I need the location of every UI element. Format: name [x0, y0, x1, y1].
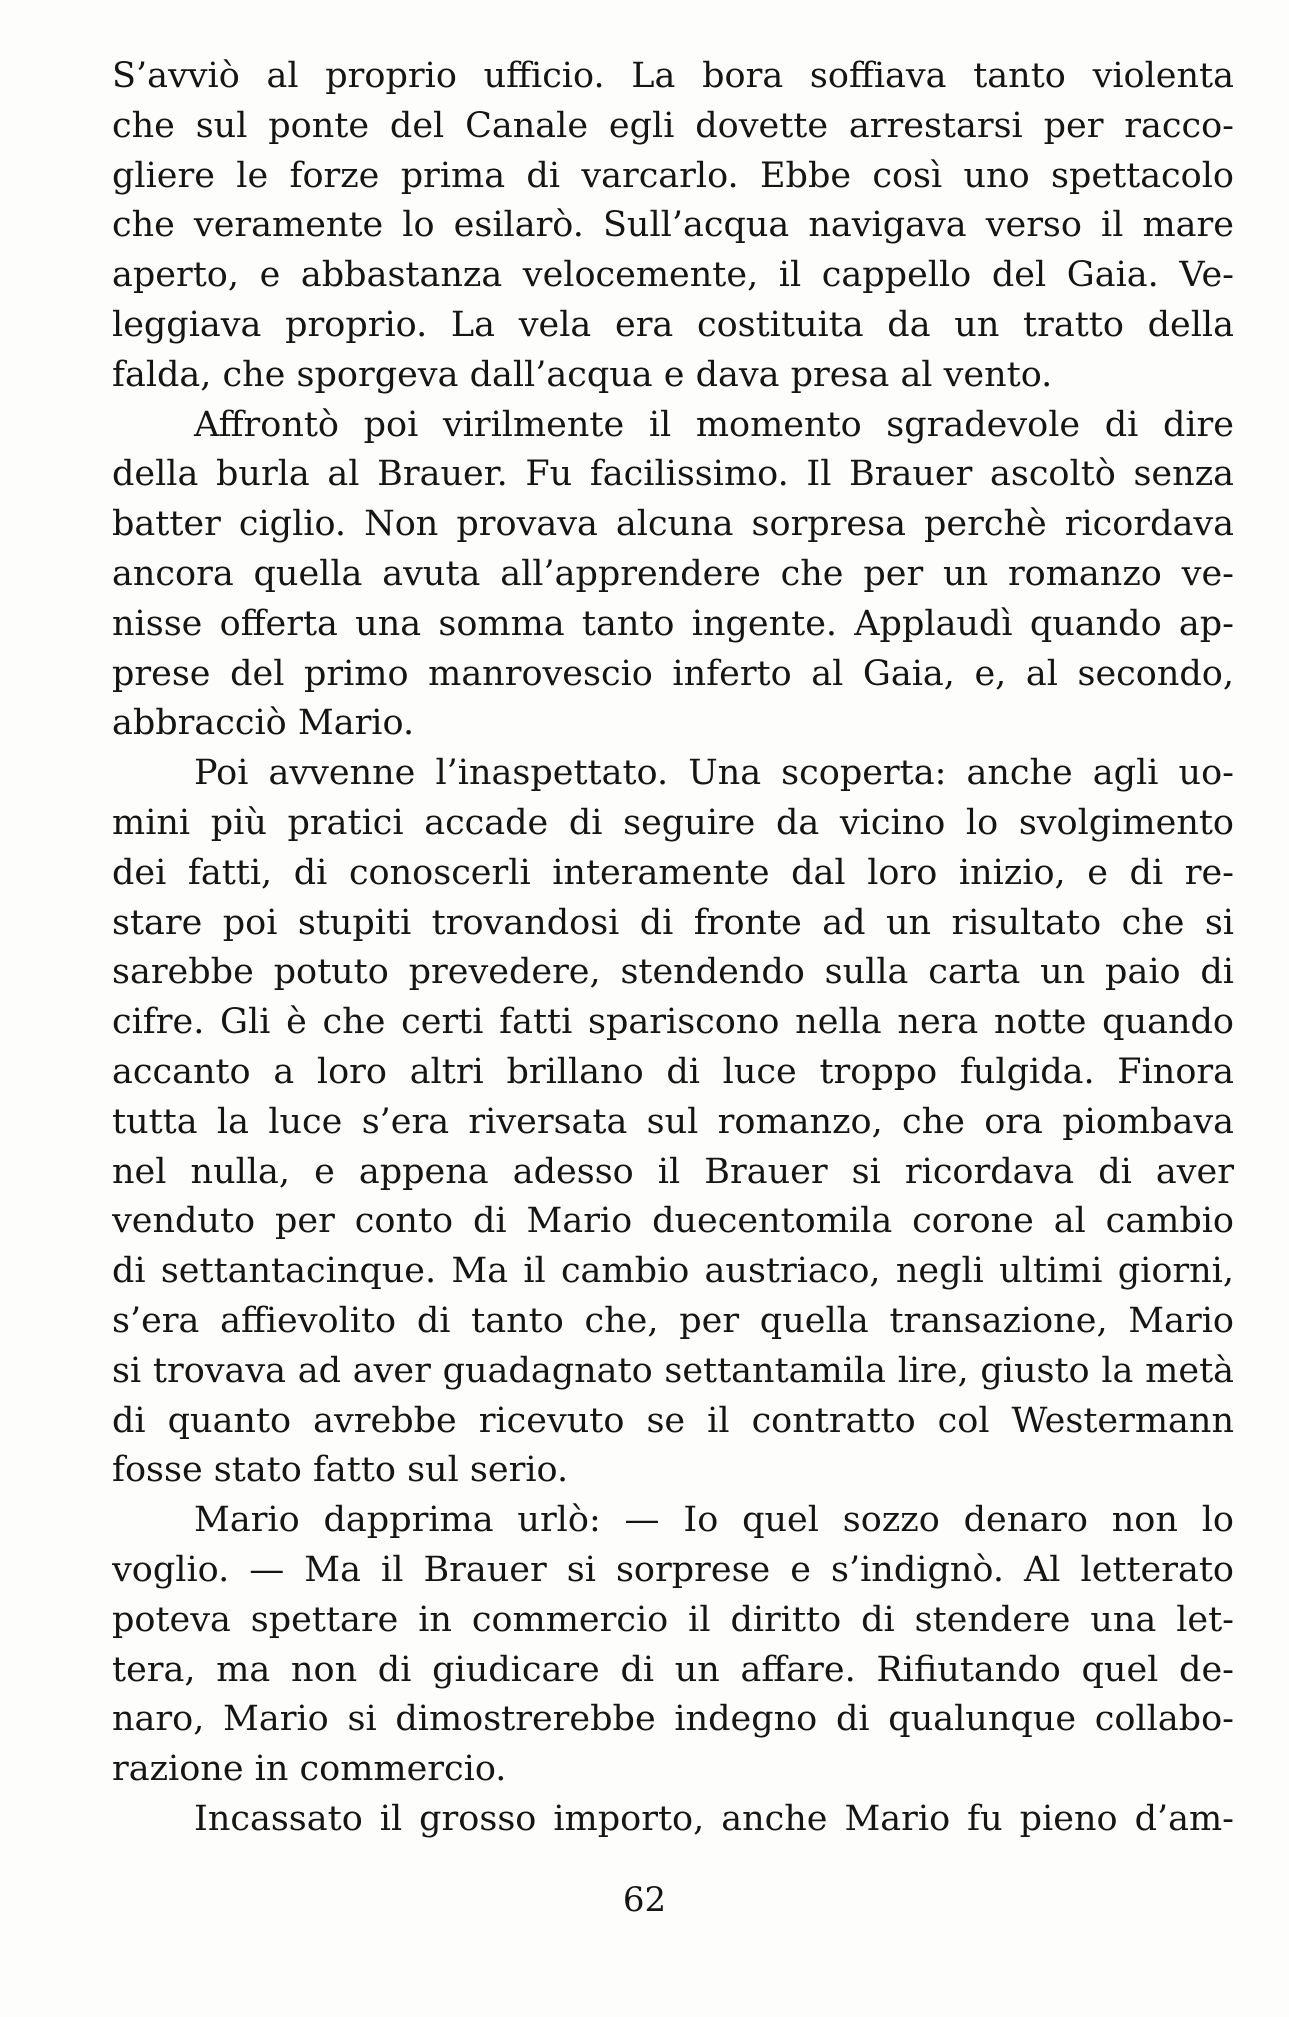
- text-line: venduto per conto di Mario duecentomila corone al cambio: [112, 1201, 1234, 1242]
- text-line: nisse offerta una somma tanto ingente. Applaudì quando ap-: [112, 603, 1234, 644]
- text-line: cifre. Gli è che certi fatti spariscono nella nera notte quando: [112, 1002, 1234, 1043]
- text-line: di quanto avrebbe ricevuto se il contratto col Westermann: [112, 1400, 1234, 1441]
- text-line: S’avviò al proprio ufficio. La bora soffiava tanto violenta: [112, 56, 1234, 96]
- text-line: tera, ma non di giudicare di un affare. Rifiutando quel de-: [112, 1649, 1234, 1690]
- text-line: Poi avvenne l’inaspettato. Una scoperta: anche agli uo-: [194, 753, 1234, 794]
- text-line: fosse stato fatto sul serio.: [112, 1450, 569, 1491]
- body-text: [112, 52, 1234, 1845]
- text-line: tutta la luce s’era riversata sul romanzo, che ora piombava: [112, 1101, 1234, 1142]
- text-line: Incassato il grosso importo, anche Mario fu pieno d’am-: [194, 1798, 1234, 1839]
- text-line: stare poi stupiti trovandosi di fronte ad un risultato che si: [112, 902, 1234, 943]
- text-line: della burla al Brauer. Fu facilissimo. Il Brauer ascoltò senza: [112, 454, 1234, 495]
- text-line: che veramente lo esilarò. Sull’acqua navigava verso il mare: [112, 205, 1234, 246]
- text-line: Mario dapprima urlò: — Io quel sozzo denaro non lo: [194, 1500, 1234, 1541]
- text-line: Affrontò poi virilmente il momento sgradevole di dire: [194, 404, 1234, 445]
- text-line: falda, che sporgeva dall’acqua e dava presa al vento.: [112, 354, 1053, 395]
- text-line: poteva spettare in commercio il diritto di stendere una let-: [112, 1599, 1234, 1640]
- text-line: ancora quella avuta all’apprendere che per un romanzo ve-: [112, 553, 1234, 594]
- text-line: voglio. — Ma il Brauer si sorprese e s’indignò. Al letterato: [112, 1549, 1234, 1590]
- text-line: batter ciglio. Non provava alcuna sorpresa perchè ricordava: [112, 504, 1234, 545]
- text-line: gliere le forze prima di varcarlo. Ebbe così uno spettacolo: [112, 155, 1234, 196]
- text-line: abbracciò Mario.: [112, 703, 415, 744]
- text-line: dei fatti, di conoscerli interamente dal loro inizio, e di re-: [112, 852, 1234, 893]
- text-line: s’era affievolito di tanto che, per quella transazione, Mario: [112, 1300, 1234, 1341]
- text-line: naro, Mario si dimostrerebbe indegno di qualunque collabo-: [112, 1699, 1234, 1740]
- page-number: 62: [622, 1880, 667, 1920]
- text-line: nel nulla, e appena adesso il Brauer si ricordava di aver: [112, 1151, 1234, 1192]
- text-line: aperto, e abbastanza velocemente, il cappello del Gaia. Ve-: [112, 255, 1234, 296]
- text-line: accanto a loro altri brillano di luce troppo fulgida. Finora: [112, 1051, 1234, 1092]
- text-line: che sul ponte del Canale egli dovette arrestarsi per racco-: [112, 105, 1234, 146]
- text-line: mini più pratici accade di seguire da vicino lo svolgimento: [112, 802, 1234, 843]
- text-line: sarebbe potuto prevedere, stendendo sulla carta un paio di: [112, 952, 1234, 993]
- text-line: di settantacinque. Ma il cambio austriaco, negli ultimi giorni,: [112, 1251, 1234, 1292]
- text-line: si trovava ad aver guadagnato settantamila lire, giusto la metà: [112, 1350, 1234, 1391]
- text-line: leggiava proprio. La vela era costituita da un tratto della: [112, 304, 1234, 345]
- text-line: razione in commercio.: [112, 1749, 507, 1790]
- text-line: prese del primo manrovescio inferto al Gaia, e, al secondo,: [112, 653, 1234, 694]
